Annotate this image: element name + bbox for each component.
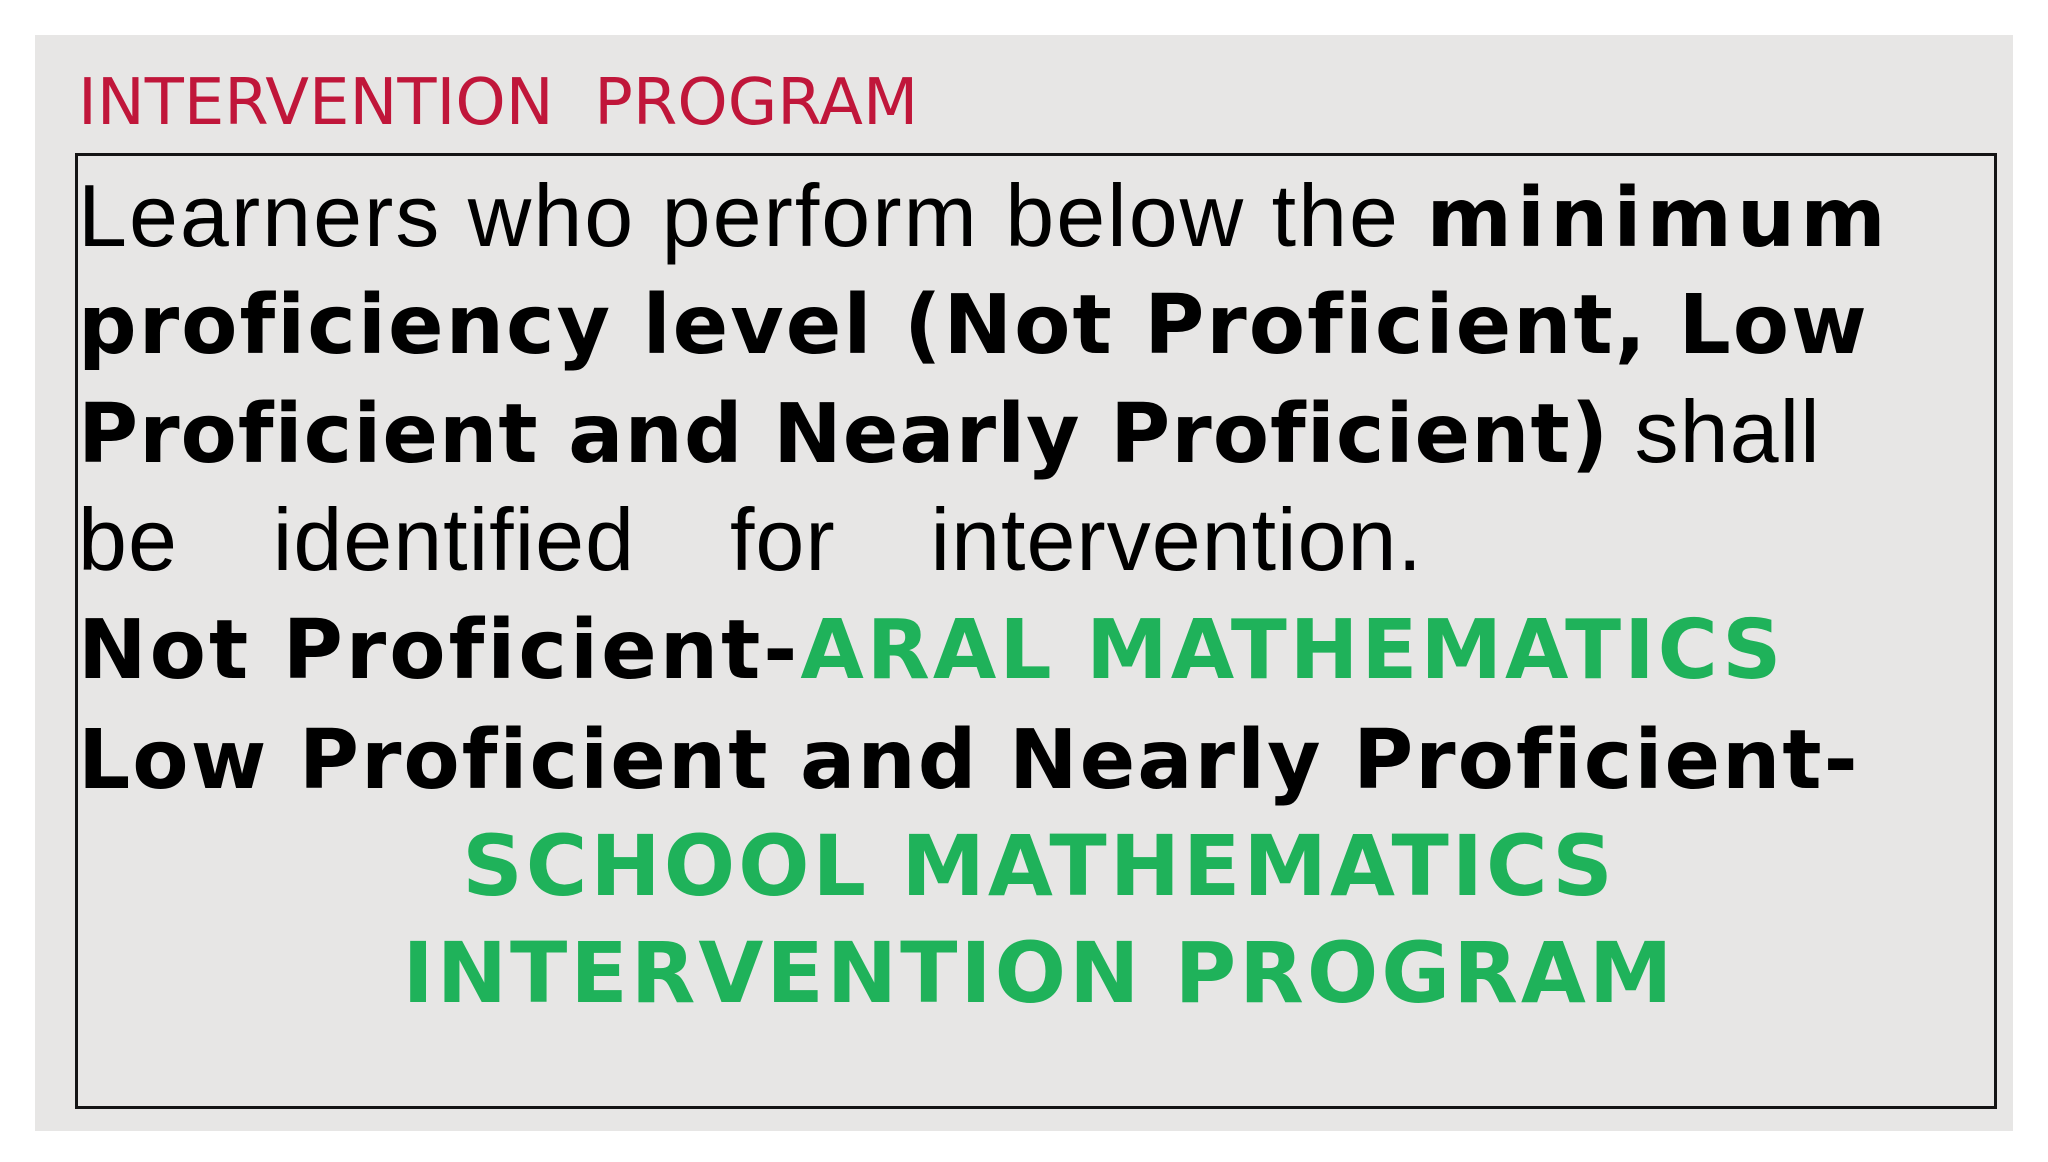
low-nearly-proficient-line: [78, 713, 1860, 808]
emphasis-text: Proficient and Nearly Proficient): [78, 387, 1610, 482]
program-name: SCHOOL MATHEMATICS: [462, 817, 1616, 915]
emphasis-text: proficiency level (Not Proficient, Low: [78, 278, 1869, 373]
content-box: [75, 153, 1997, 1109]
paragraph-line-2: [78, 278, 1869, 373]
emphasis-text: minimum: [1426, 171, 1891, 266]
paragraph-text: shall: [1609, 382, 1821, 481]
paragraph-line-1: [78, 166, 1891, 266]
level-label: Not Proficient-: [78, 603, 801, 698]
paragraph-text: Learners who perform below the: [78, 166, 1427, 265]
slide-title: INTERVENTION PROGRAM: [78, 66, 919, 140]
paragraph-text: be identified for intervention.: [78, 490, 1423, 589]
program-name-line-1: [78, 817, 2000, 915]
program-name-line-2: [78, 924, 2000, 1022]
paragraph-line-4: [78, 490, 1423, 589]
not-proficient-line: [78, 603, 1785, 698]
program-name: ARAL MATHEMATICS: [800, 603, 1785, 698]
program-name: INTERVENTION PROGRAM: [402, 924, 1676, 1022]
level-label: Low Proficient and Nearly Proficient-: [78, 713, 1860, 808]
paragraph-line-3: [78, 382, 1821, 482]
slide: [35, 35, 2013, 1131]
